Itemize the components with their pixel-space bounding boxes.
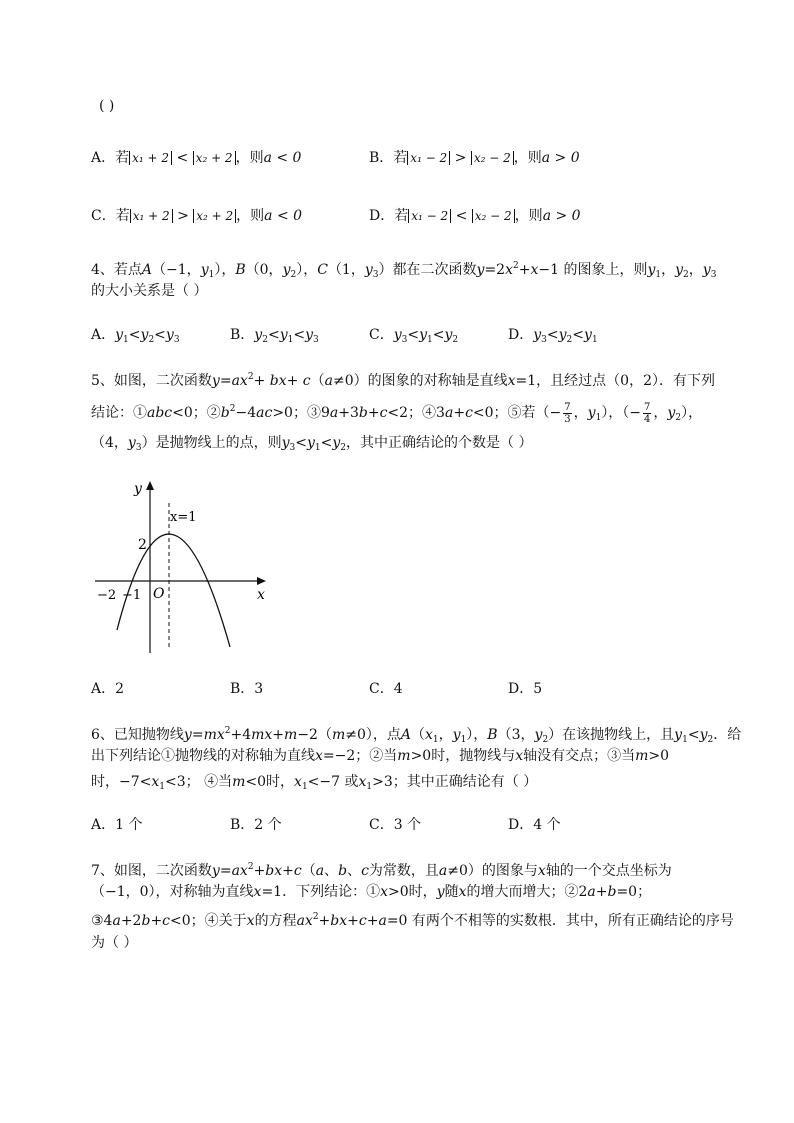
then-word: ，则	[514, 208, 543, 224]
y-axis-arrow	[146, 481, 154, 490]
y-axis-label: y	[134, 481, 142, 497]
relation: <	[176, 150, 189, 166]
q6-line1: 6、已知抛物线$y=mx^2+4mx+m-2(m\ne 0)$，点$A(x_1$，$y_1$），B（3，$y_2$）在该抛物线上，且$y_1<y_2$．给	[91, 726, 742, 745]
q5-option-d: D．5	[508, 681, 543, 697]
fraction-7-4: $\frac{7}{4}$	[644, 401, 651, 425]
origin-label: O	[153, 586, 165, 602]
condition: a > 0	[541, 150, 580, 166]
q6-line2: 出下列结论①抛物线的对称轴为直线x=−2；②当m>0时，抛物线与x轴没有交点；③当m>0	[91, 748, 670, 764]
intercept-label-2: 2	[138, 537, 147, 553]
option-label: C．若	[91, 208, 130, 224]
option-d-prev	[369, 206, 581, 226]
abs-expr: x₁ + 2	[130, 209, 173, 223]
q4-option-c: C．$y_3<y_1<y_2$	[369, 327, 459, 345]
q6-option-b: B．2 个	[230, 817, 282, 833]
then-word: ，则	[236, 208, 265, 224]
abs-expr: x₁ − 2	[407, 151, 450, 165]
option-label: D．若	[369, 208, 409, 224]
q7-line4: 为（ ）	[91, 935, 138, 951]
symmetry-axis-label: x=1	[170, 510, 197, 525]
q4-option-d: D．$y_3<y_2<y_1$	[508, 327, 598, 345]
x-axis-arrow	[257, 577, 266, 585]
q5-option-c: C．4	[369, 681, 403, 697]
option-label: B．若	[369, 150, 408, 166]
answer-paren: ( )	[99, 98, 115, 114]
abs-expr: x₂ + 2	[193, 209, 236, 223]
condition: a < 0	[264, 208, 303, 224]
q5-line3: （4，$y_3$）是抛物线上的点，则$y_3<y_1<y_2$，其中正确结论的个数是（ ）	[91, 435, 533, 453]
relation: >	[454, 150, 467, 166]
q6-line3: 时，$-7<x_1<3$； ④当m<0时，$x_1<-7$ 或$x_1>3$；其中正确结论有（ ）	[91, 774, 538, 792]
tick-label-minus-1: −1	[122, 588, 142, 603]
q4-line1: 4、若点A（−1，$y_1$），B（0，$y_2$），C（1，$y_3$）都在二次函数$y=2x^2+x-1$ 的图象上，则$y_1$，$y_2$，$y_3$	[91, 261, 717, 280]
fraction-7-3: $\frac{7}{3}$	[564, 401, 571, 425]
option-a-prev	[91, 148, 301, 168]
abs-expr: x₂ − 2	[471, 151, 514, 165]
condition: a > 0	[542, 208, 581, 224]
then-word: ，则	[513, 150, 542, 166]
q6-option-c: C．3 个	[369, 817, 422, 833]
q7-line3: ③4a+2b+c<0；④关于x的方程$ax^2+bx+c+a=0$ 有两个不相等的实数根．其中，所有正确结论的序号	[91, 912, 734, 929]
q4-option-a: A．$y_1<y_2<y_3$	[91, 327, 180, 345]
abs-expr: x₁ − 2	[408, 209, 451, 223]
q5-line2: 结论：①abc<0；$②b^2-4ac>0$；③9a+3b+c<2；④3a+c<0；⑤若（− $\frac{7}{3}$ ，$y_1$），（− $\frac{7}{4}$ ，$y_2$），	[91, 401, 703, 425]
q5-line1: 5、如图，二次函数$y=ax^2+ bx+ c(a\ne 0)$的图象的对称轴是直线x=1，且经过点（0，2）．有下列	[91, 372, 715, 389]
abs-expr: x₁ + 2	[129, 151, 172, 165]
abs-expr: x₂ − 2	[472, 209, 515, 223]
relation: >	[177, 208, 189, 224]
q5-option-a: A．2	[91, 681, 125, 697]
q7-line2: （−1，0），对称轴为直线x=1．下列结论：①x>0时，y随x的增大而增大；②2a+b=0；	[91, 884, 652, 900]
option-label: A．若	[91, 150, 130, 166]
condition: a < 0	[263, 150, 302, 166]
q4-option-b: B．$y_2<y_1<y_3$	[230, 327, 319, 345]
then-word: ，则	[235, 150, 264, 166]
q5-option-b: B．3	[230, 681, 264, 697]
relation: <	[455, 208, 468, 224]
tick-label-minus-2: −2	[97, 588, 117, 603]
q7-line1: 7、如图，二次函数$y=ax^2+bx+c(a$、b、c为常数，且a≠0）的图象与x轴的一个交点坐标为	[91, 862, 672, 879]
q6-option-d: D．4 个	[508, 817, 561, 833]
q6-option-a: A．1 个	[91, 817, 143, 833]
option-b-prev	[369, 148, 580, 168]
x-axis-label: x	[257, 587, 265, 603]
abs-expr: x₂ + 2	[193, 151, 236, 165]
q4-line2: 的大小关系是（ ）	[91, 283, 208, 299]
parabola-graph	[90, 475, 280, 660]
option-c-prev	[91, 206, 302, 226]
